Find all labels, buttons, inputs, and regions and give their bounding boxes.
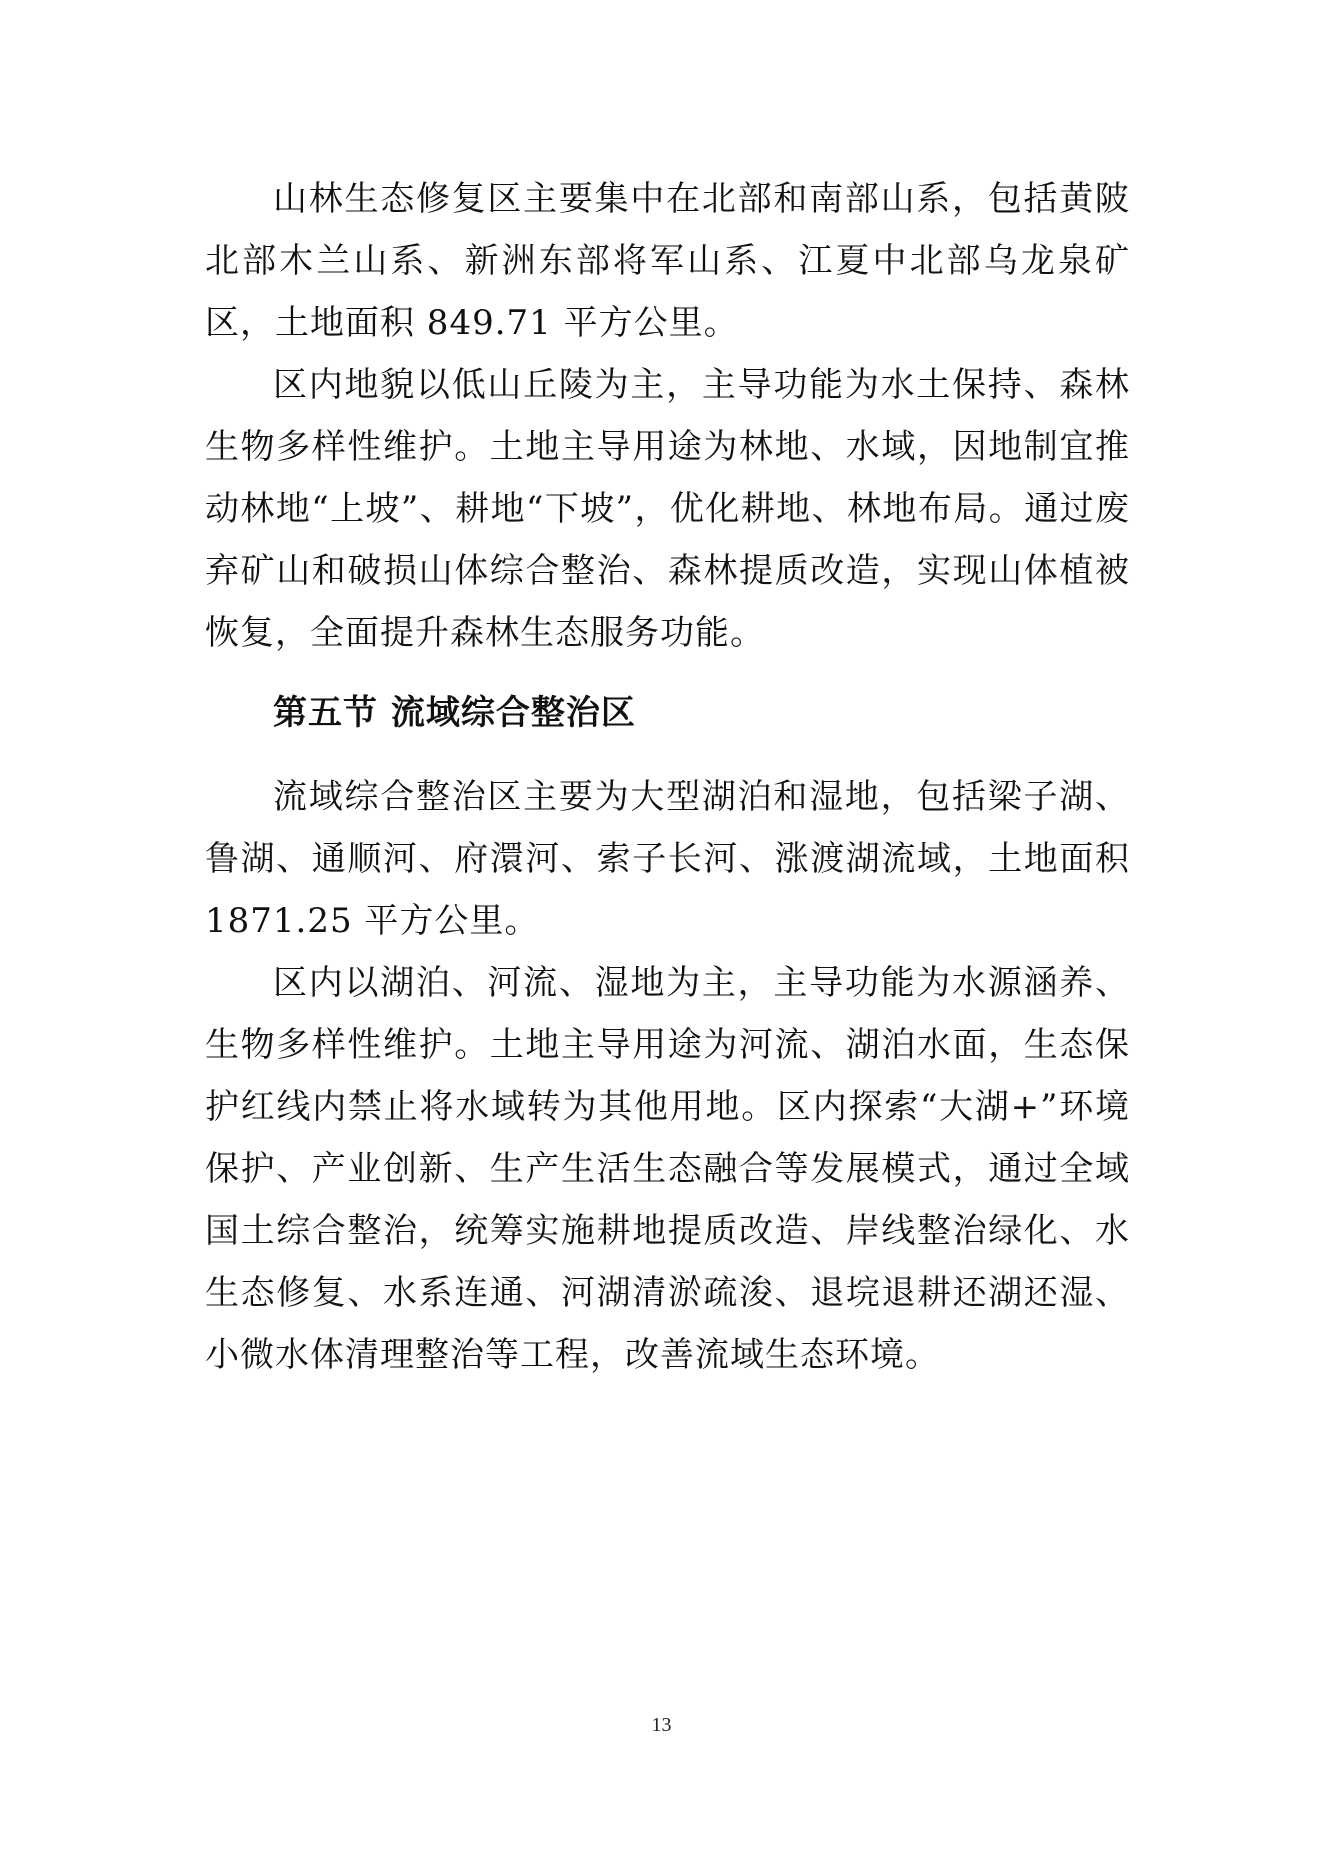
section-heading: 第五节 流域综合整治区 — [273, 693, 636, 733]
page-number: 13 — [651, 1714, 672, 1736]
paragraph-mountain-zone-function: 区内地貌以低山丘陵为主，主导功能为水土保持、森林生物多样性维护。土地主导用途为林地、水域，因地制宜推动林地“上坡”、耕地“下坡”，优化耕地、林地布局。通过废弃矿山和破损山体综合整治、森林提质改造，实现山体植被恢复，全面提升森林生态服务功能。 — [205, 365, 1130, 653]
paragraph-mountain-zone-overview: 山林生态修复区主要集中在北部和南部山系，包括黄陂北部木兰山系、新洲东部将军山系、江夏中北部乌龙泉矿区，土地面积 849.71 平方公里。 — [205, 179, 1130, 343]
paragraph-basin-zone-function: 区内以湖泊、河流、湿地为主，主导功能为水源涵养、生物多样性维护。土地主导用途为河流、湖泊水面，生态保护红线内禁止将水域转为其他用地。区内探索“大湖+”环境保护、产业创新、生产生活生态融合等发展模式，通过全域国土综合整治，统筹实施耕地提质改造、岸线整治绿化、水生态修复、水系连通、河湖清淤疏浚、退垸退耕还湖还湿、小微水体清理整治等工程，改善流域生态环境。 — [205, 963, 1130, 1375]
page-content — [205, 168, 1130, 1386]
paragraph-basin-zone-overview: 流域综合整治区主要为大型湖泊和湿地，包括梁子湖、鲁湖、通顺河、府澴河、索子长河、涨渡湖流域，土地面积 1871.25 平方公里。 — [205, 777, 1130, 941]
